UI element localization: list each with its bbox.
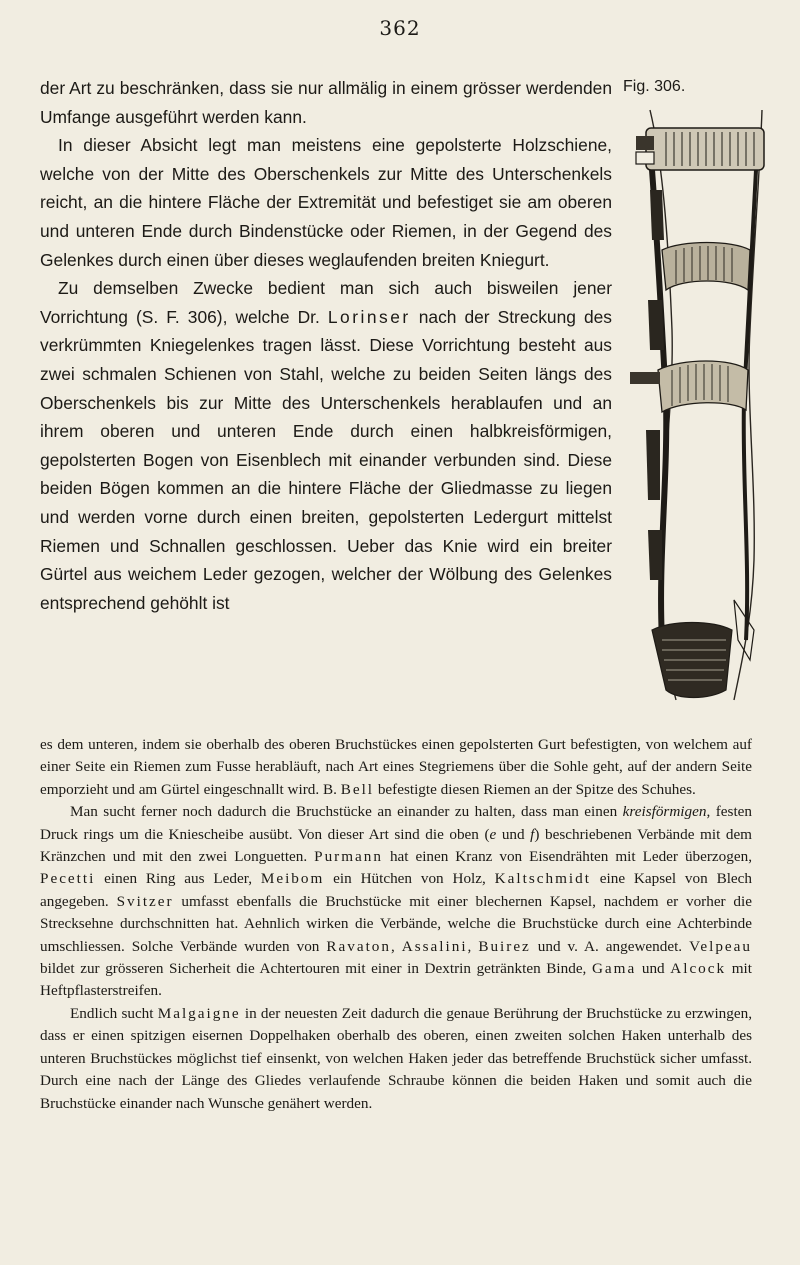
paragraph-bell (40, 734, 752, 801)
text-run: , festen Druck rings um die Kniescheibe ausübt. Von dieser Art sind die oben ( (40, 803, 752, 843)
paragraph-kreisfoermig (40, 801, 752, 1003)
author-name: Gama (591, 960, 637, 978)
text-run: nach der Streckung des verkrümmten Kniegelenkes tragen lässt. Diese Vorrichtung besteht aus zwei schmalen Schienen von Stahl, welche zu beiden Seiten längs des Oberschenkels bis zur Mitte des Unterschenkels herablaufen und an ihrem oberen und unteren Ende durch einen halbkreisförmigen, gepolsterten Bogen von Eisenblech mit einander verbunden sind. Diese beiden Bögen kommen an die hintere Fläche der Gliedmasse zu liegen und werden vorne durch einen breiten, gepolsterten Ledergurt mittelst Riemen und Schnallen geschlossen. Ueber das Knie wird ein breiter Gürtel aus weichem Leder gezogen, welcher der Wölbung des Gelenkes entsprechend gehöhlt ist (40, 306, 612, 613)
text-run: in der neuesten Zeit dadurch die genaue Berührung der Bruchstücke zu erzwingen, dass er einen spitzigen eisernen Doppelhaken oberhalb des oberen, einen zweiten solchen Haken unterhalb des unteren Bruchstückes möglichst tief einsenkt, von welchen Haken jeder das betreffende Bruchstück sicher umfasst. Durch eine nach der Länge des Gliedes verlaufende Schraube können die beiden Haken und somit auch die Bruchstücke einander nach Wunsche genähert werden. (40, 1004, 752, 1112)
text-run: ein Hütchen von Holz, (324, 870, 495, 888)
author-name: Kaltschmidt (494, 870, 591, 888)
paragraph-lorinser (40, 274, 612, 617)
bottom-text-block (40, 734, 752, 1115)
author-name: Velpeau (689, 937, 752, 955)
text-run: hat einen Kranz von Eisendrähten mit Leder überzogen, (382, 848, 752, 866)
paragraph-intro: der Art zu beschränken, dass sie nur allmälig in einem grösser werdenden Umfange ausgeführt werden kann. (40, 78, 612, 127)
author-name: Ravaton (326, 937, 391, 955)
paragraph-holzschiene: In dieser Absicht legt man meistens eine gepolsterte Holzschiene, welche von der Mitte des Oberschenkels zur Mitte des Unterschenkels reicht, an die hintere Fläche der Extremität und befestiget sie am oberen und unteren Ende durch Bindenstücke oder Riemen, in der Gegend des Gelenkes durch einen über dieses weglaufenden breiten Kniegurt. (40, 135, 612, 270)
page-number: 362 (379, 16, 421, 40)
text-run: befestigte diesen Riemen an der Spitze des Schuhes. (374, 780, 696, 798)
author-name: Buirez (478, 937, 531, 955)
author-name: Bell (340, 780, 375, 798)
knee-brace-figure (622, 100, 772, 710)
author-name: Pecetti (40, 870, 96, 888)
text-run: eine Kapsel von Blech angegeben. (40, 870, 752, 910)
author-name: Malgaigne (157, 1004, 241, 1022)
text-run: und (636, 960, 671, 978)
text-run: mit Heftpflasterstreifen. (40, 960, 752, 1000)
author-name: Alcock (670, 960, 727, 978)
author-name: Assalini (401, 937, 468, 955)
top-text-column (40, 74, 612, 617)
text-run: Man sucht ferner noch dadurch die Bruchstücke an einander zu halten, dass man einen (70, 803, 623, 821)
text-run: umfasst ebenfalls die Bruchstücke mit einer blechernen Kapsel, nachdem er vorher die Strecksehne durchschnitten hat. Aehnlich wirken die Verbände, welche die Bruchstücke durch eine Achterbinde umschliessen. Solche Verbände wurden von (40, 892, 752, 955)
text-run: , (390, 937, 402, 955)
text-run: es dem unteren, indem sie oberhalb des oberen Bruchstückes einen gepolsterten Gurt befestigten, von welchem auf einer Seite ein Riemen zum Fusse herabläuft, nach Art eines Stegriemens über die Sohle geht, auf der andern Seite emporzieht und am Gürtel eingeschnallt wird. B. (40, 736, 752, 798)
text-run: ) beschriebenen Verbände mit dem Kränzchen und mit den zwei Longuetten. (40, 825, 752, 866)
text-run: und (496, 825, 531, 843)
text-run: Endlich sucht (70, 1004, 158, 1022)
text-run: Zu demselben Zwecke bedient man sich auch bisweilen jener Vorrichtung (S. F. 306), welche Dr. (40, 278, 612, 327)
italic-term: e (489, 825, 497, 843)
text-run: und v. A. angewendet. (530, 937, 690, 955)
knee-brace-illustration (622, 100, 772, 710)
text-run: einen Ring aus Leder, (95, 870, 261, 888)
author-name: Lorinser (327, 306, 411, 327)
author-name: Meibom (260, 870, 325, 888)
author-name: Purmann (314, 848, 383, 866)
author-name: Svitzer (116, 892, 174, 910)
figure-label: Fig. 306. (623, 78, 686, 95)
text-run: bildet zur grösseren Sicherheit die Achtertouren mit einer in Dextrin getränkten Binde, (40, 960, 592, 978)
italic-term: f (530, 825, 535, 843)
paragraph-malgaigne (40, 1003, 752, 1115)
text-run: , (467, 937, 479, 955)
italic-term: kreisförmigen (622, 803, 707, 821)
